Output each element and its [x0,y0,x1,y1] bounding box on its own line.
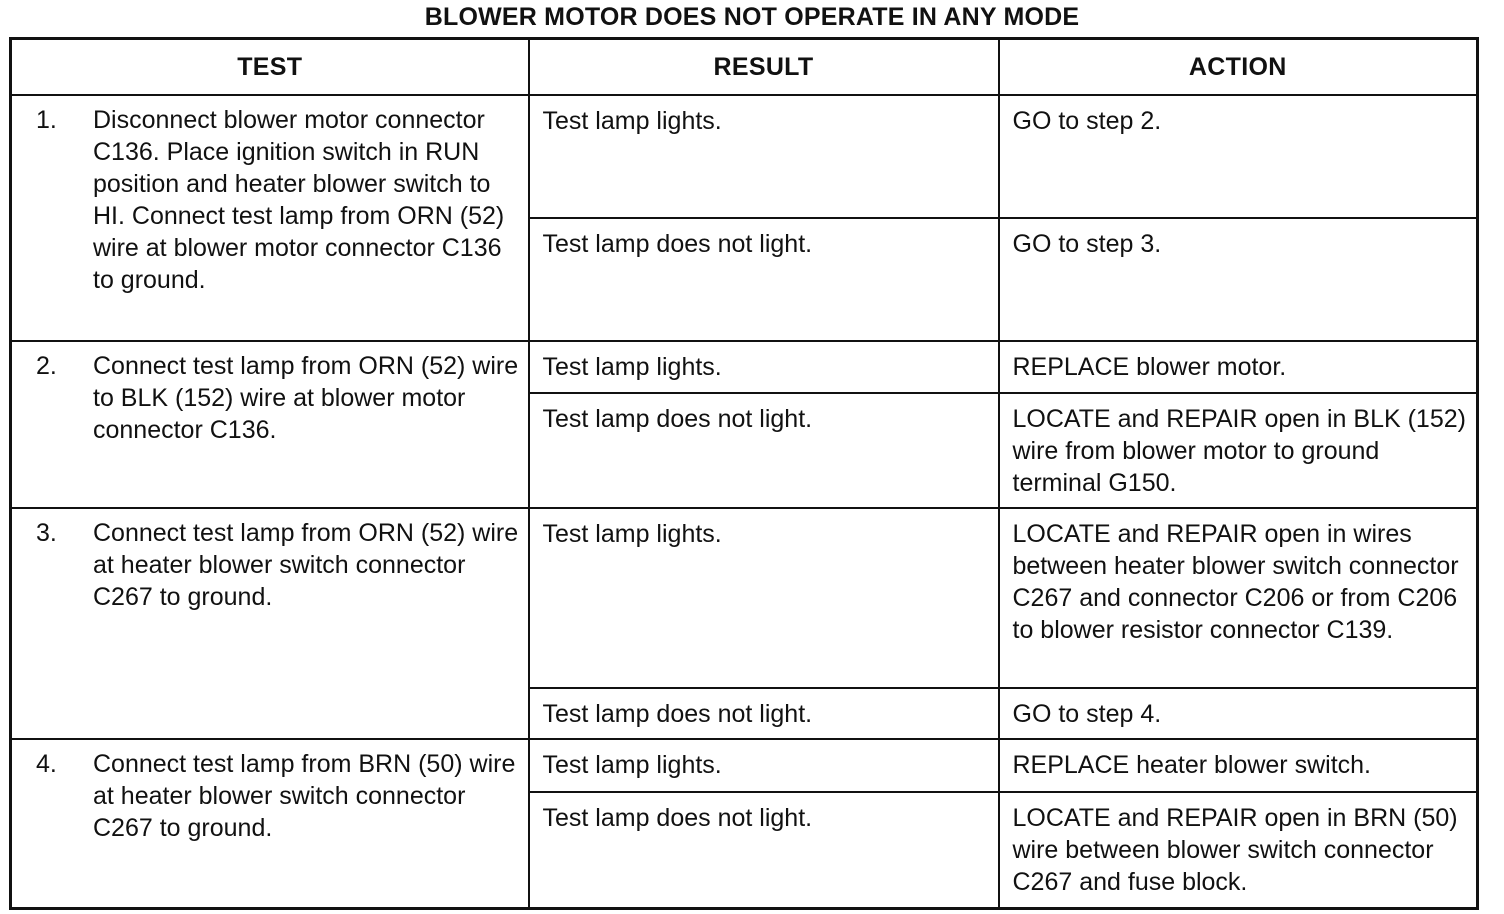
action-cell: LOCATE and REPAIR open in wires between heater blower switch connector C267 and connector C206 or from C206 to blower resistor connector C139. [999,508,1478,688]
table-row [11,95,1478,218]
result-cell: Test lamp lights. [529,341,999,393]
step-number: 3. [36,519,57,547]
test-cell [11,508,529,739]
step-number: 2. [36,352,57,380]
step-test-text: Connect test lamp from BRN (50) wire at heater blower switch connector C267 to ground. [93,750,516,842]
result-cell: Test lamp lights. [529,739,999,792]
result-cell: Test lamp lights. [529,95,999,218]
step-test-text: Connect test lamp from ORN (52) wire at heater blower switch connector C267 to ground. [93,519,519,611]
step-test-text: Connect test lamp from ORN (52) wire to BLK (152) wire at blower motor connector C136. [93,352,519,444]
test-cell [11,341,529,508]
header-row [11,39,1478,96]
step-test-text: Disconnect blower motor connector C136. Place ignition switch in RUN position and heater blower switch to HI. Connect test lamp from ORN (52) wire at blower motor connector C136 to ground. [93,106,505,294]
diagnostic-table [9,37,1479,910]
result-cell: Test lamp does not light. [529,393,999,508]
action-cell: LOCATE and REPAIR open in BLK (152) wire from blower motor to ground terminal G150. [999,393,1478,508]
header-action: ACTION [999,39,1478,96]
document-title: BLOWER MOTOR DOES NOT OPERATE IN ANY MODE [424,3,1080,31]
action-cell: GO to step 2. [999,95,1478,218]
result-cell: Test lamp lights. [529,508,999,688]
action-cell: REPLACE heater blower switch. [999,739,1478,792]
test-cell [11,95,529,341]
result-cell: Test lamp does not light. [529,218,999,341]
test-cell [11,739,529,908]
action-cell: GO to step 3. [999,218,1478,341]
step-number: 1. [36,106,57,134]
table-row [11,508,1478,688]
table-row [11,341,1478,393]
result-cell: Test lamp does not light. [529,688,999,739]
step-number: 4. [36,750,57,778]
header-test: TEST [11,39,529,96]
header-result: RESULT [529,39,999,96]
result-cell: Test lamp does not light. [529,792,999,908]
table-row [11,739,1478,792]
action-cell: LOCATE and REPAIR open in BRN (50) wire between blower switch connector C267 and fuse block. [999,792,1478,908]
action-cell: GO to step 4. [999,688,1478,739]
action-cell: REPLACE blower motor. [999,341,1478,393]
